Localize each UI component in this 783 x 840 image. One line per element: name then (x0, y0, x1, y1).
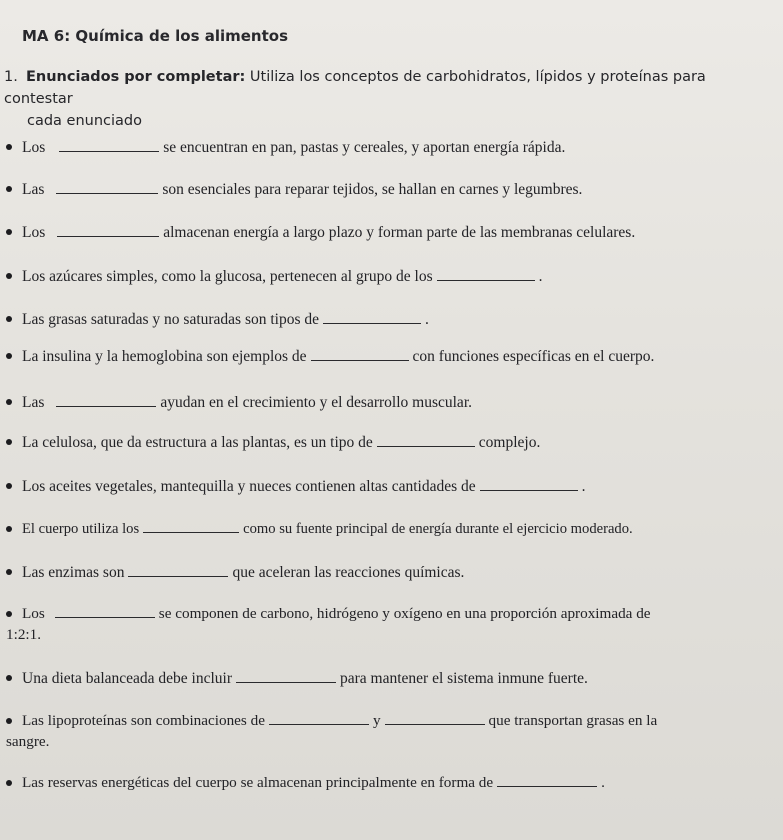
blank-line[interactable] (311, 347, 409, 361)
list-item (6, 432, 776, 453)
item-text: . (581, 478, 586, 495)
item-text: . (601, 774, 605, 791)
blank-line[interactable] (269, 711, 369, 725)
list-item (6, 476, 776, 497)
list-item (6, 710, 776, 752)
list-item (6, 519, 776, 540)
instruction-number: 1. (4, 69, 18, 85)
item-text: Las enzimas son (22, 564, 125, 581)
bullet-icon (6, 675, 12, 681)
item-text: Los aceites vegetales, mantequilla y nueces contienen altas cantidades de (22, 478, 476, 495)
bullet-icon (6, 569, 12, 575)
blank-line[interactable] (143, 519, 239, 533)
bullet-icon (6, 273, 12, 279)
instruction-text-continued: cada enunciado (27, 113, 143, 129)
bullet-icon (6, 186, 12, 192)
list-item (6, 222, 776, 243)
list-item (6, 346, 776, 367)
blank-line[interactable] (437, 267, 535, 281)
item-text: Las lipoproteínas son combinaciones de (22, 712, 265, 729)
blank-line[interactable] (323, 310, 421, 324)
blank-line[interactable] (56, 393, 156, 407)
item-text-continued: 1:2:1. (6, 626, 42, 643)
item-text: . (538, 268, 543, 285)
blank-line[interactable] (128, 563, 228, 577)
item-text: que transportan grasas en la (488, 712, 658, 729)
item-text: son esenciales para reparar tejidos, se hallan en carnes y legumbres. (162, 181, 583, 198)
list-item (6, 392, 776, 413)
list-item (6, 137, 776, 158)
page-title: MA 6: Química de los alimentos (22, 27, 289, 45)
item-text: Las reservas energéticas del cuerpo se almacenan principalmente en forma de (22, 774, 494, 791)
bullet-icon (6, 316, 12, 322)
item-text: complejo. (478, 434, 541, 451)
item-text: Las (22, 181, 45, 198)
bullet-icon (6, 526, 12, 532)
item-text: Las grasas saturadas y no saturadas son tipos de (22, 311, 320, 328)
item-text: La insulina y la hemoglobina son ejemplos de (22, 348, 307, 365)
item-text: para mantener el sistema inmune fuerte. (340, 670, 588, 687)
instructions (4, 66, 764, 132)
item-text: se encuentran en pan, pastas y cereales, y aportan energía rápida. (163, 139, 566, 156)
instruction-text: Utiliza los conceptos de carbohidratos, lípidos y proteínas para contestar (4, 69, 706, 107)
item-text: que aceleran las reacciones químicas. (232, 564, 465, 581)
item-text: Los (22, 224, 46, 241)
bullet-icon (6, 353, 12, 359)
item-text: almacenan energía a largo plazo y forman parte de las membranas celulares. (163, 224, 636, 241)
blank-line[interactable] (385, 711, 485, 725)
list-item (6, 772, 776, 793)
bullet-icon (6, 611, 12, 617)
item-text: Los (22, 139, 46, 156)
blank-line[interactable] (57, 223, 159, 237)
item-text-continued: sangre. (6, 733, 50, 750)
item-text: Una dieta balanceada debe incluir (22, 670, 232, 687)
bullet-icon (6, 399, 12, 405)
blank-line[interactable] (480, 477, 578, 491)
bullet-icon (6, 439, 12, 445)
list-item (6, 266, 776, 287)
item-text: El cuerpo utiliza los (22, 521, 140, 537)
list-item (6, 309, 776, 330)
item-text: ayudan en el crecimiento y el desarrollo muscular. (160, 394, 472, 411)
bullet-icon (6, 483, 12, 489)
item-text: Los azúcares simples, como la glucosa, pertenecen al grupo de los (22, 268, 433, 285)
item-text: . (425, 311, 429, 328)
item-text: y (372, 712, 381, 729)
item-text: Los (22, 605, 45, 622)
item-text: como su fuente principal de energía durante el ejercicio moderado. (243, 521, 633, 537)
blank-line[interactable] (236, 669, 336, 683)
item-text: con funciones específicas en el cuerpo. (412, 348, 655, 365)
bullet-icon (6, 144, 12, 150)
blank-line[interactable] (55, 604, 155, 618)
blank-line[interactable] (59, 138, 159, 152)
item-text: Las (22, 394, 45, 411)
blank-line[interactable] (497, 773, 597, 787)
bullet-icon (6, 718, 12, 724)
instruction-heading: Enunciados por completar: (26, 69, 246, 85)
blank-line[interactable] (377, 433, 475, 447)
list-item (6, 179, 776, 200)
item-text: se componen de carbono, hidrógeno y oxígeno en una proporción aproximada de (158, 605, 651, 622)
bullet-icon (6, 229, 12, 235)
list-item (6, 668, 776, 689)
item-text: La celulosa, que da estructura a las plantas, es un tipo de (22, 434, 373, 451)
list-item (6, 603, 776, 645)
bullet-icon (6, 780, 12, 786)
blank-line[interactable] (56, 180, 158, 194)
list-item (6, 562, 776, 583)
